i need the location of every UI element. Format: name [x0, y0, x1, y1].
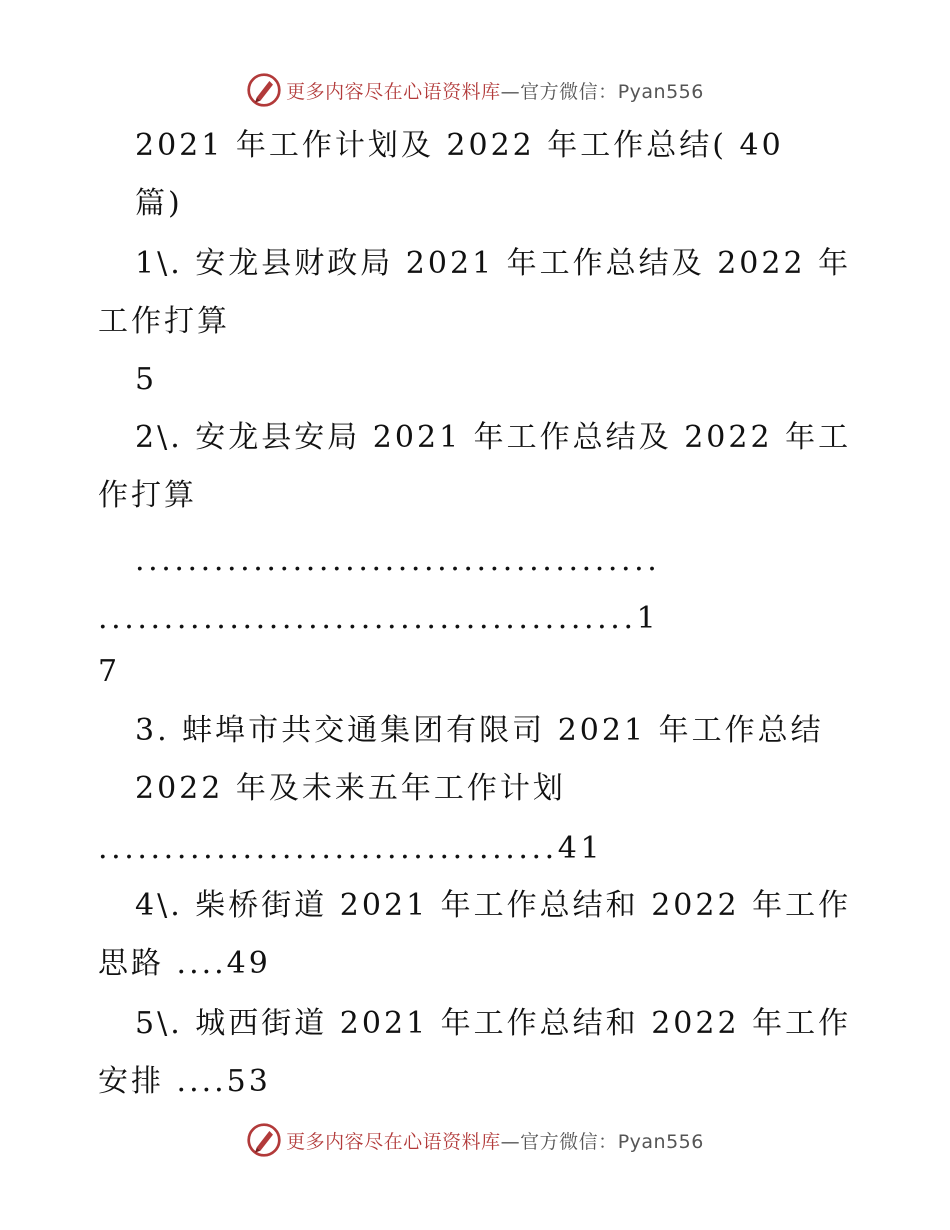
banner-text: 更多内容尽在心语资料库—官方微信：Pyan556: [286, 1130, 704, 1153]
toc-entry-5-line-1[interactable]: 5\. 城西街道 2021 年工作总结和 2022 年工作: [135, 1006, 852, 1041]
header-watermark-banner: [0, 70, 950, 110]
toc-entry-4-line-1[interactable]: 4\. 柴桥街道 2021 年工作总结和 2022 年工作: [135, 888, 852, 923]
toc-entry-2-line-2[interactable]: 作打算: [98, 478, 197, 513]
toc-entry-3-line-2[interactable]: 2022 年及未来五年工作计划: [135, 771, 566, 806]
toc-entry-2-leader-2: .........................................1: [98, 601, 660, 636]
banner-text: 更多内容尽在心语资料库—官方微信：Pyan556: [286, 80, 704, 103]
toc-entry-3-line-1[interactable]: 3. 蚌埠市共交通集团有限司 2021 年工作总结: [135, 713, 824, 748]
toc-entry-5-line-2[interactable]: 安排 ....53: [98, 1064, 271, 1099]
toc-entry-1-line-1[interactable]: 1\. 安龙县财政局 2021 年工作总结及 2022 年: [135, 246, 852, 281]
toc-entry-4-line-2[interactable]: 思路 ....49: [98, 946, 271, 981]
pen-logo-icon: [246, 72, 282, 108]
toc-entry-2-line-1[interactable]: 2\. 安龙县安局 2021 年工作总结及 2022 年工: [135, 420, 852, 455]
toc-entry-1-page: 5: [135, 362, 158, 397]
toc-entry-2-leader-1: ........................................: [135, 543, 661, 578]
toc-entry-3-leader: ...................................41: [98, 831, 604, 866]
footer-watermark-banner: [0, 1120, 950, 1160]
toc-entry-2-page: 7: [98, 654, 121, 689]
pen-logo-icon: [246, 1122, 282, 1158]
toc-entry-1-line-2[interactable]: 工作打算: [98, 304, 230, 339]
doc-title-line-1: 2021 年工作计划及 2022 年工作总结( 40: [135, 128, 784, 163]
doc-title-line-2: 篇): [135, 186, 183, 221]
